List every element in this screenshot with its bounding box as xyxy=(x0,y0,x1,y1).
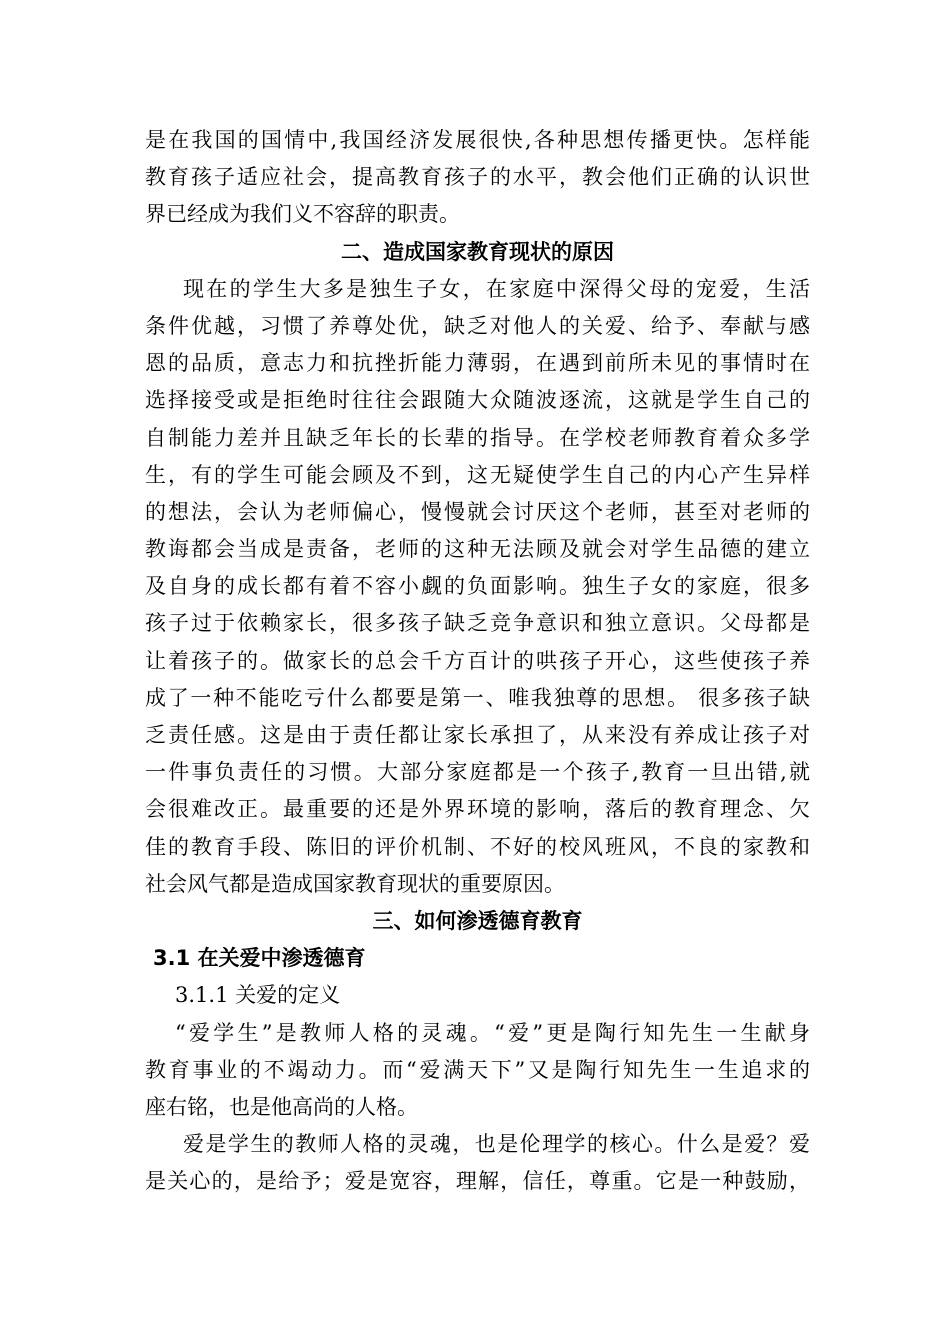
paragraph-line: 恩的品质，意志力和抗挫折能力薄弱，在遇到前所未见的事情时在 xyxy=(145,351,810,376)
section-heading-3: 三、如何渗透德育教育 xyxy=(372,908,583,933)
paragraph-line: 生，有的学生可能会顾及不到，这无疑使学生自己的内心产生异样 xyxy=(145,462,810,487)
paragraph-line: “爱学生”是教师人格的灵魂。“爱”更是陶行知先生一生献身 xyxy=(175,1020,810,1045)
paragraph-line: 现在的学生大多是独生子女，在家庭中深得父母的宠爱，生活 xyxy=(183,276,810,301)
paragraph-line: 自制能力差并且缺乏年长的长辈的指导。在学校老师教育着众多学 xyxy=(145,425,810,450)
paragraph-line: 是在我国的国情中,我国经济发展很快,各种思想传播更快。怎样能 xyxy=(145,128,810,152)
document-page xyxy=(145,122,810,1200)
subsection-heading-3-1-1: 3.1.1 关爱的定义 xyxy=(175,983,341,1008)
paragraph-line: 爱是学生的教师人格的灵魂，也是伦理学的核心。什么是爱？爱 xyxy=(183,1132,810,1157)
paragraph-line: 座右铭，也是他高尚的人格。 xyxy=(145,1094,418,1119)
paragraph-line: 选择接受或是拒绝时往往会跟随大众随波逐流，这就是学生自己的 xyxy=(145,388,810,413)
paragraph-line: 教诲都会当成是责备，老师的这种无法顾及就会对学生品德的建立 xyxy=(145,537,810,562)
paragraph-line: 乏责任感。这是由于责任都让家长承担了，从来没有养成让孩子对 xyxy=(145,723,810,747)
paragraph-line: 社会风气都是造成国家教育现状的重要原因。 xyxy=(145,871,565,896)
paragraph-line: 条件优越，习惯了养尊处优，缺乏对他人的关爱、给予、奉献与感 xyxy=(145,313,810,338)
subsection-heading-3-1: 3.1 在关爱中渗透德育 xyxy=(153,946,366,971)
section-heading-2: 二、造成国家教育现状的原因 xyxy=(341,239,614,264)
paragraph-line: 成了一种不能吃亏什么都要是第一、唯我独尊的思想。 很多孩子缺 xyxy=(145,685,810,710)
paragraph-line: 佳的教育手段、陈旧的评价机制、不好的校风班风，不良的家教和 xyxy=(145,834,810,859)
paragraph-line: 是关心的，是给予；爱是宽容，理解，信任，尊重。它是一种鼓励， xyxy=(145,1169,810,1194)
paragraph-line: 会很难改正。最重要的还是外界环境的影响，落后的教育理念、欠 xyxy=(145,797,810,822)
paragraph-line: 界已经成为我们义不容辞的职责。 xyxy=(145,202,460,227)
paragraph-line: 的想法，会认为老师偏心，慢慢就会讨厌这个老师，甚至对老师的 xyxy=(145,499,810,524)
paragraph-line: 教育事业的不竭动力。而“爱满天下”又是陶行知先生一生追求的 xyxy=(145,1057,810,1082)
paragraph-line: 教育孩子适应社会，提高教育孩子的水平，教会他们正确的认识世 xyxy=(145,165,810,190)
paragraph-line: 孩子过于依赖家长，很多孩子缺乏竞争意识和独立意识。父母都是 xyxy=(145,611,810,636)
paragraph-line: 一件事负责任的习惯。大部分家庭都是一个孩子,教育一旦出错,就 xyxy=(145,760,810,785)
paragraph-line: 及自身的成长都有着不容小觑的负面影响。独生子女的家庭，很多 xyxy=(145,574,810,599)
paragraph-line: 让着孩子的。做家长的总会千方百计的哄孩子开心，这些使孩子养 xyxy=(145,648,810,673)
